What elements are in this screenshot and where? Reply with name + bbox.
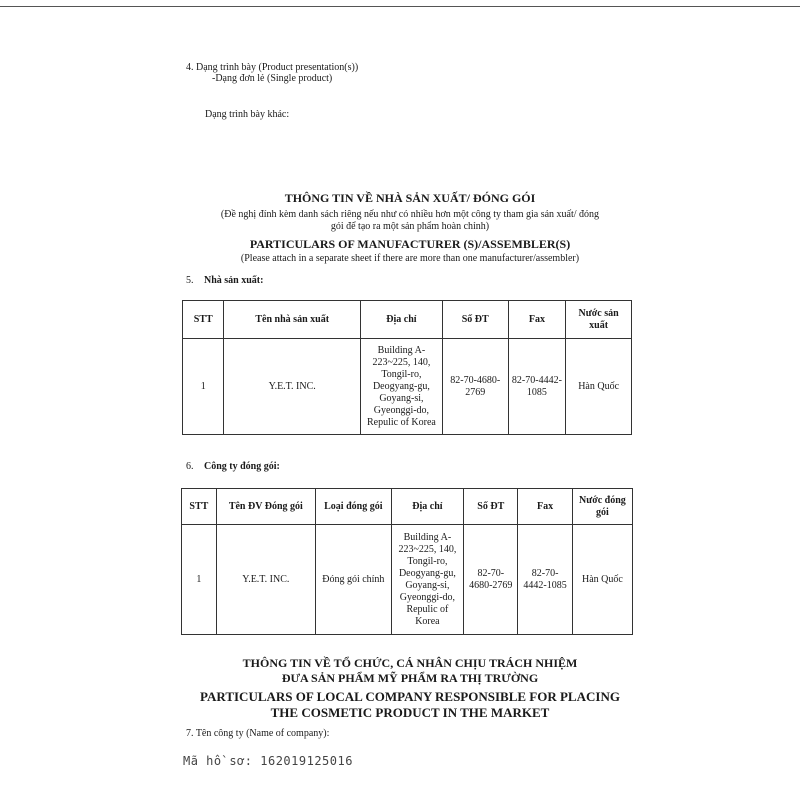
packager-row bbox=[182, 525, 633, 635]
cell-packager-name: Y.E.T. INC. bbox=[216, 525, 315, 635]
section6-label: Công ty đóng gói: bbox=[204, 461, 280, 472]
local-title-en-line2: THE COSMETIC PRODUCT IN THE MARKET bbox=[270, 705, 550, 720]
header-stt: STT bbox=[182, 489, 217, 525]
section6-number: 6. bbox=[186, 461, 194, 472]
local-title-en-line1: PARTICULARS OF LOCAL COMPANY RESPONSIBLE FOR PLACING bbox=[200, 689, 620, 704]
manufacturer-row bbox=[183, 339, 632, 435]
cell-country: Hàn Quốc bbox=[566, 339, 632, 435]
header-phone: Số ĐT bbox=[442, 301, 508, 339]
header-fax: Fax bbox=[508, 301, 566, 339]
manufacturer-title-en: PARTICULARS OF MANUFACTURER (S)/ASSEMBLER(S) bbox=[249, 237, 571, 251]
cell-stt: 1 bbox=[182, 525, 217, 635]
header-manufacturer-name: Tên nhà sản xuất bbox=[224, 301, 361, 339]
cell-phone: 82-70-4680-2769 bbox=[464, 525, 518, 635]
header-packager-name: Tên ĐV Đóng gói bbox=[216, 489, 315, 525]
header-packaging-type: Loại đóng gói bbox=[315, 489, 391, 525]
section4-single-product: -Dạng đơn lẻ (Single product) bbox=[212, 73, 333, 84]
manufacturer-header-row bbox=[183, 301, 632, 339]
section6-label-row bbox=[186, 461, 280, 473]
section5-number: 5. bbox=[186, 275, 194, 286]
manufacturer-note-en: (Please attach in a separate sheet if there are more than one manufacturer/assembler) bbox=[240, 253, 580, 264]
cell-address: Building A-223~225, 140, Tongil-ro, Deogyang-gu, Goyang-si, Gyeonggi-do, Repulic of Korea bbox=[391, 525, 463, 635]
header-phone: Số ĐT bbox=[464, 489, 518, 525]
cell-address: Building A-223~225, 140, Tongil-ro, Deogyang-gu, Goyang-si, Gyeonggi-do, Repulic of Korea bbox=[360, 339, 442, 435]
manufacturer-note-vi-line1: (Đề nghị đính kèm danh sách riêng nếu như có nhiều hơn một công ty tham gia sản xuất/ đóng bbox=[220, 209, 600, 220]
section4-other-presentation: Dạng trình bày khác: bbox=[205, 109, 290, 120]
section4-heading: 4. Dạng trình bày (Product presentation(s)) bbox=[186, 62, 359, 73]
header-country: Nước đóng gói bbox=[572, 489, 632, 525]
header-stt: STT bbox=[183, 301, 224, 339]
header-address: Địa chỉ bbox=[360, 301, 442, 339]
packager-header-row bbox=[182, 489, 633, 525]
top-border-rule bbox=[0, 0, 800, 7]
header-fax: Fax bbox=[518, 489, 572, 525]
cell-packaging-type: Đóng gói chính bbox=[315, 525, 391, 635]
section7-company-name: 7. Tên công ty (Name of company): bbox=[186, 728, 330, 739]
manufacturer-title-vi: THÔNG TIN VỀ NHÀ SẢN XUẤT/ ĐÓNG GÓI bbox=[284, 191, 536, 205]
cell-fax: 82-70-4442-1085 bbox=[508, 339, 566, 435]
cell-phone: 82-70-4680-2769 bbox=[442, 339, 508, 435]
section5-label-row bbox=[186, 275, 263, 287]
packager-table bbox=[181, 488, 633, 635]
header-country: Nước sản xuất bbox=[566, 301, 632, 339]
cell-stt: 1 bbox=[183, 339, 224, 435]
file-code: Mã hồ sơ: 162019125016 bbox=[183, 754, 353, 768]
cell-fax: 82-70-4442-1085 bbox=[518, 525, 572, 635]
manufacturer-table bbox=[182, 300, 632, 435]
cell-country: Hàn Quốc bbox=[572, 525, 632, 635]
local-title-vi-line1: THÔNG TIN VỀ TỔ CHỨC, CÁ NHÂN CHỊU TRÁCH NHIỆM bbox=[242, 656, 578, 670]
local-title-vi-line2: ĐƯA SẢN PHẨM MỸ PHẨM RA THỊ TRƯỜNG bbox=[281, 671, 539, 685]
manufacturer-note-vi-line2: gói để tạo ra một sản phẩm hoàn chỉnh) bbox=[330, 221, 490, 232]
cell-manufacturer-name: Y.E.T. INC. bbox=[224, 339, 361, 435]
section5-label: Nhà sản xuất: bbox=[204, 275, 264, 286]
header-address: Địa chỉ bbox=[391, 489, 463, 525]
